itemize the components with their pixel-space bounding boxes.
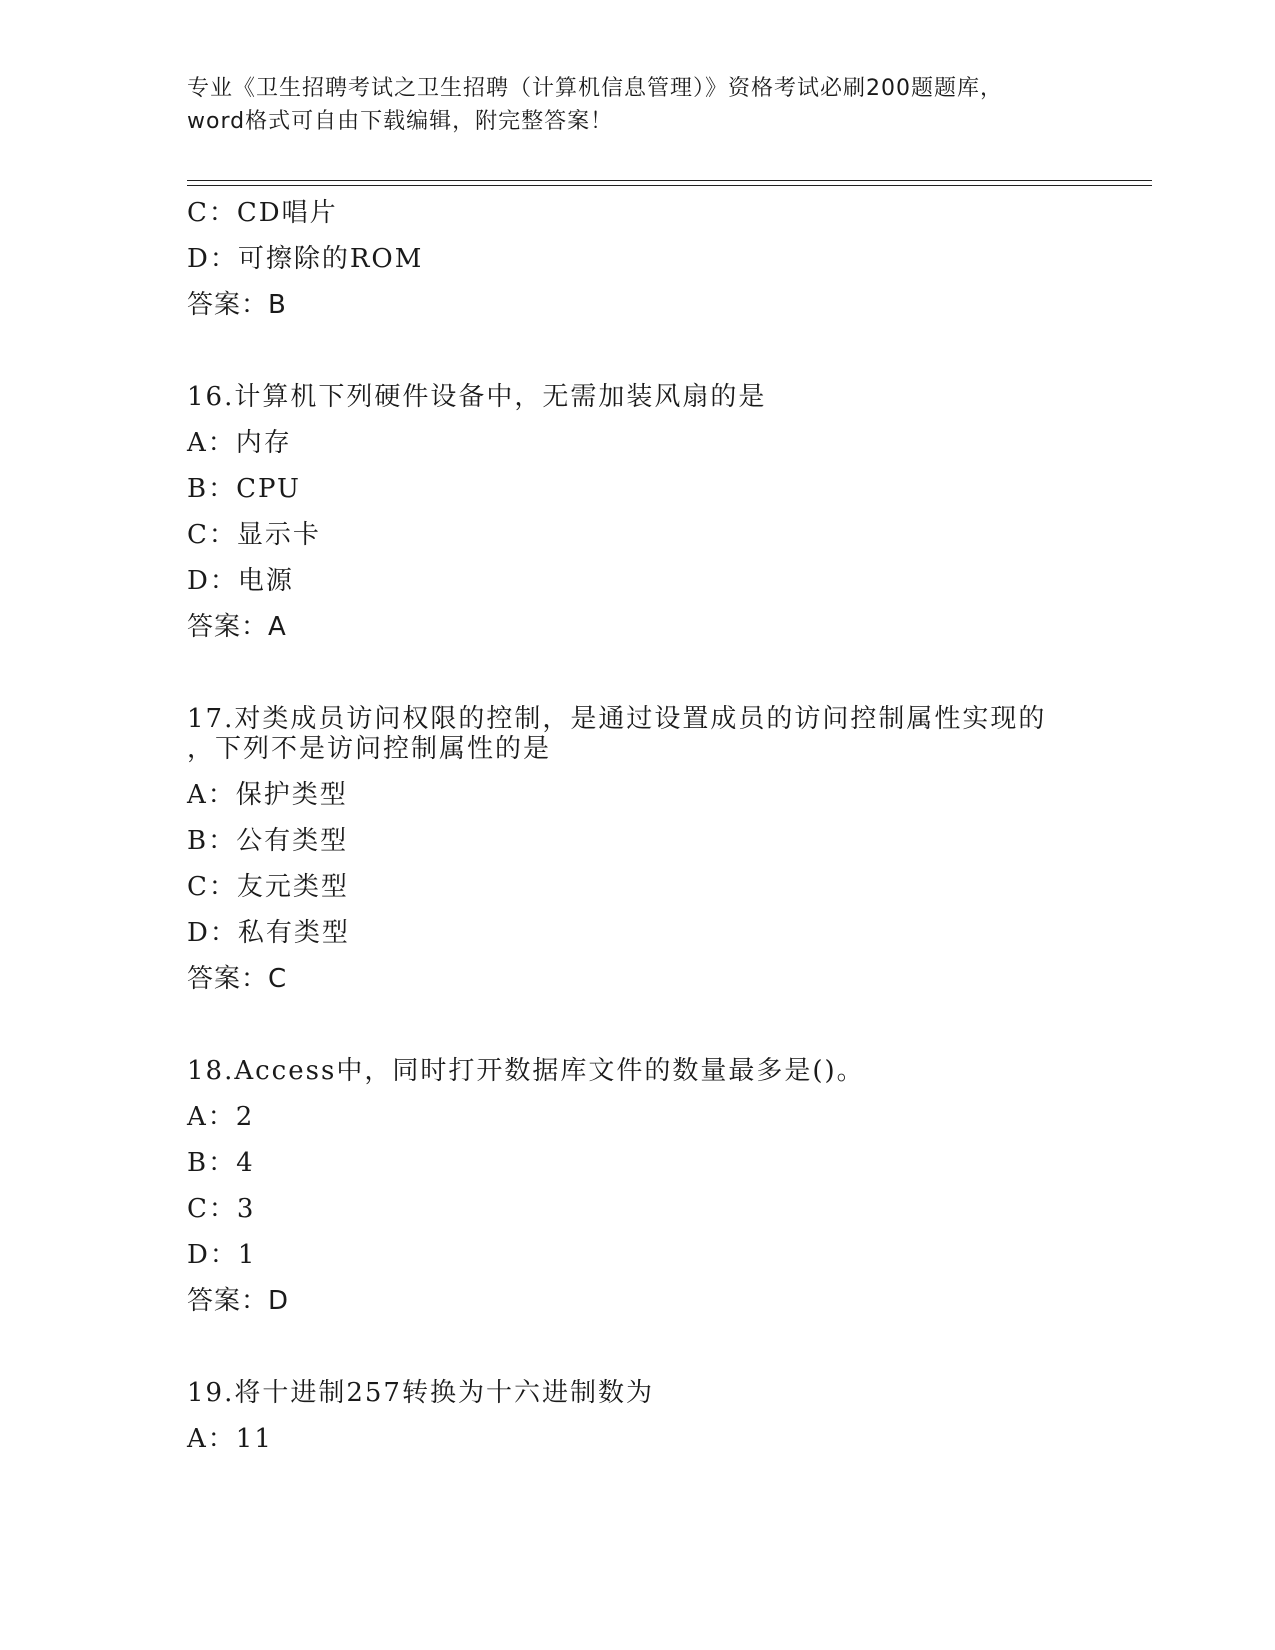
question-text-line2: ，下列不是访问控制属性的是 — [187, 734, 552, 764]
question-17 — [187, 696, 1087, 1002]
answer: 答案：C — [187, 964, 288, 994]
question-16 — [187, 374, 1087, 650]
answer: 答案：D — [187, 1286, 290, 1316]
question-text — [187, 696, 1087, 772]
question-list — [187, 190, 1087, 1462]
header-title-line1: 专业《卫生招聘考试之卫生招聘（计算机信息管理）》资格考试必刷200题题库， — [187, 76, 1003, 101]
option-b: B：4 — [187, 1148, 255, 1178]
question-text: 16.计算机下列硬件设备中，无需加装风扇的是 — [187, 382, 767, 412]
header-title-line2: word格式可自由下载编辑，附完整答案！ — [187, 109, 614, 134]
option-a: A：11 — [187, 1424, 273, 1454]
option-a: A：保护类型 — [187, 780, 348, 810]
question-text-line1: 17.对类成员访问权限的控制，是通过设置成员的访问控制属性实现的 — [187, 704, 1047, 734]
spacer — [187, 328, 1087, 374]
option-c: C：3 — [187, 1194, 256, 1224]
option-d: D：1 — [187, 1240, 257, 1270]
option-c: C：CD唱片 — [187, 198, 338, 228]
header-divider-bottom — [187, 185, 1152, 186]
option-b: B：公有类型 — [187, 826, 349, 856]
question-text: 19.将十进制257转换为十六进制数为 — [187, 1378, 654, 1408]
question-15 — [187, 190, 1087, 328]
document-header — [187, 72, 1087, 138]
option-c: C：友元类型 — [187, 872, 349, 902]
option-a: A：内存 — [187, 428, 292, 458]
option-b: B：CPU — [187, 474, 301, 504]
spacer — [187, 650, 1087, 696]
question-19 — [187, 1370, 1087, 1462]
answer: 答案：A — [187, 612, 287, 642]
spacer — [187, 1324, 1087, 1370]
option-d: D：电源 — [187, 566, 294, 596]
header-divider-top — [187, 180, 1152, 181]
answer: 答案：B — [187, 290, 287, 320]
question-18 — [187, 1048, 1087, 1324]
option-d: D：可擦除的ROM — [187, 244, 424, 274]
option-d: D：私有类型 — [187, 918, 350, 948]
option-c: C：显示卡 — [187, 520, 321, 550]
option-a: A：2 — [187, 1102, 255, 1132]
question-text: 18.Access中，同时打开数据库文件的数量最多是()。 — [187, 1056, 865, 1086]
spacer — [187, 1002, 1087, 1048]
